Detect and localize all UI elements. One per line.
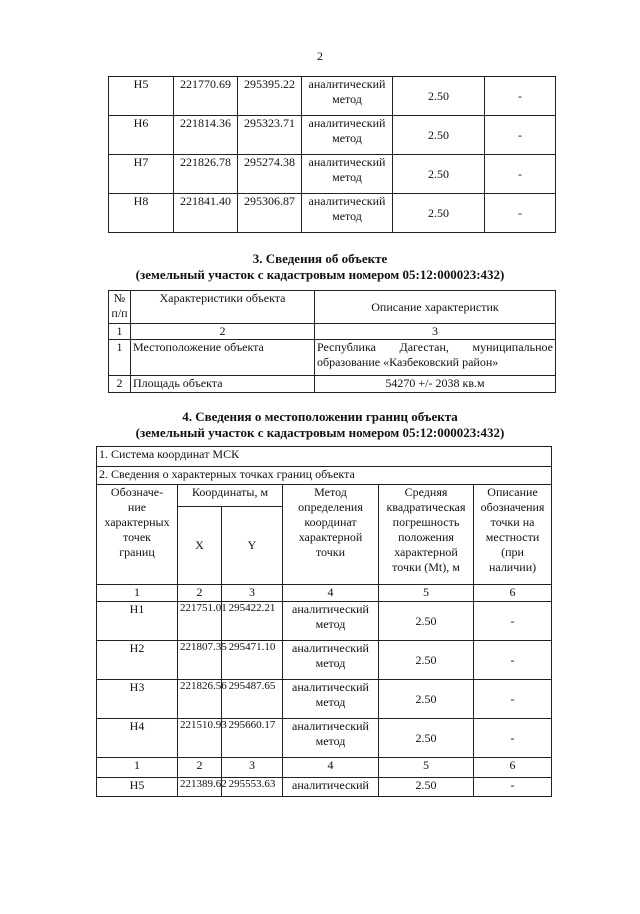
numbering-cell: 2	[131, 324, 315, 340]
point-x: 221807.35	[178, 641, 222, 680]
point-y: 295395.22	[238, 77, 302, 116]
numbering-cell: 1	[109, 324, 131, 340]
col-characteristics-header: Характеристики объекта	[131, 291, 315, 324]
point-error: 2.50	[379, 778, 474, 797]
point-id: Н7	[109, 155, 174, 194]
section4-title: 4. Сведения о местоположении границ объекта	[182, 409, 458, 424]
point-id: Н2	[97, 641, 178, 680]
point-y: 295274.38	[238, 155, 302, 194]
table-row	[97, 680, 552, 719]
point-x: 221751.01	[178, 602, 222, 641]
table-row	[97, 778, 552, 797]
point-method: аналитический метод	[283, 602, 379, 641]
point-id: Н3	[97, 680, 178, 719]
point-description: -	[485, 77, 556, 116]
point-method: аналитический метод	[283, 719, 379, 758]
point-method: аналитический метод	[302, 155, 393, 194]
point-y: 295553.63	[222, 778, 283, 797]
point-x: 221814.36	[174, 116, 238, 155]
point-x: 221841.40	[174, 194, 238, 233]
numbering-row	[97, 585, 552, 602]
description-header: Описание обозначения точки на местности (при наличии)	[474, 485, 552, 585]
characteristic-area: Площадь объекта	[131, 376, 315, 393]
point-error: 2.50	[393, 116, 485, 155]
point-error: 2.50	[393, 155, 485, 194]
point-id: Н1	[97, 602, 178, 641]
row-number: 1	[109, 340, 131, 376]
page-number: 2	[317, 49, 323, 63]
table-row	[109, 116, 556, 155]
point-y: 295323.71	[238, 116, 302, 155]
point-y: 295471.10	[222, 641, 283, 680]
point-x: 221510.93	[178, 719, 222, 758]
point-id: Н4	[97, 719, 178, 758]
point-method: аналитический метод	[302, 116, 393, 155]
y-header: Y	[222, 507, 283, 585]
table-row	[97, 719, 552, 758]
method-header: Метод определения координат характерной точки	[283, 485, 379, 585]
point-method: аналитический метод	[283, 680, 379, 719]
point-description: -	[474, 719, 552, 758]
point-method: аналитический метод	[302, 77, 393, 116]
numbering-cell: 6	[474, 585, 552, 602]
point-method: аналитический метод	[302, 194, 393, 233]
x-header: X	[178, 507, 222, 585]
point-error: 2.50	[379, 719, 474, 758]
top-coordinates-table	[108, 76, 556, 233]
point-description: -	[485, 194, 556, 233]
table-row	[97, 641, 552, 680]
numbering-cell: 3	[315, 324, 556, 340]
point-method: аналитический	[283, 778, 379, 797]
numbering-cell: 5	[379, 585, 474, 602]
point-description: -	[485, 116, 556, 155]
point-error: 2.50	[379, 680, 474, 719]
point-error: 2.50	[393, 194, 485, 233]
point-x: 221826.78	[174, 155, 238, 194]
numbering-row	[97, 758, 552, 778]
point-id: Н6	[109, 116, 174, 155]
point-x: 221770.69	[174, 77, 238, 116]
point-error: 2.50	[379, 641, 474, 680]
numbering-cell: 4	[283, 585, 379, 602]
point-id: Н5	[109, 77, 174, 116]
boundary-points-row: 2. Сведения о характерных точках границ объекта	[97, 467, 552, 485]
point-y: 295487.65	[222, 680, 283, 719]
point-error: 2.50	[393, 77, 485, 116]
section4-subtitle: (земельный участок с кадастровым номером 05:12:000023:432)	[135, 425, 505, 440]
numbering-cell: 2	[178, 758, 222, 778]
description-location: Республика Дагестан, муниципальное образование «Казбековский район»	[315, 340, 556, 376]
point-description: -	[485, 155, 556, 194]
point-description: -	[474, 680, 552, 719]
error-header: Средняя квадратическая погрешность положения характерной точки (Mt), м	[379, 485, 474, 585]
numbering-cell: 6	[474, 758, 552, 778]
table-row	[109, 155, 556, 194]
point-method: аналитический метод	[283, 641, 379, 680]
point-description: -	[474, 602, 552, 641]
col-description-header: Описание характеристик	[315, 291, 556, 324]
description-area: 54270 +/- 2038 кв.м	[315, 376, 556, 393]
numbering-cell: 2	[178, 585, 222, 602]
numbering-cell: 1	[97, 758, 178, 778]
point-designation-header: Обозначе- ние характерных точек границ	[97, 485, 178, 585]
table-row	[109, 194, 556, 233]
numbering-cell: 1	[97, 585, 178, 602]
point-x: 221826.56	[178, 680, 222, 719]
numbering-cell: 3	[222, 758, 283, 778]
table-row	[109, 77, 556, 116]
object-info-table	[108, 290, 556, 393]
row-number: 2	[109, 376, 131, 393]
boundary-points-table	[96, 446, 552, 797]
point-id: Н5	[97, 778, 178, 797]
numbering-cell: 4	[283, 758, 379, 778]
col-number-header: № п/п	[109, 291, 131, 324]
coordinates-header: Координаты, м	[178, 485, 283, 507]
characteristic-location: Местоположение объекта	[131, 340, 315, 376]
numbering-cell: 5	[379, 758, 474, 778]
point-description: -	[474, 778, 552, 797]
section3-subtitle: (земельный участок с кадастровым номером 05:12:000023:432)	[135, 267, 505, 282]
point-id: Н8	[109, 194, 174, 233]
numbering-cell: 3	[222, 585, 283, 602]
coordinate-system-row: 1. Система координат МСК	[97, 447, 552, 467]
point-y: 295306.87	[238, 194, 302, 233]
point-error: 2.50	[379, 602, 474, 641]
point-description: -	[474, 641, 552, 680]
point-y: 295660.17	[222, 719, 283, 758]
point-x: 221389.62	[178, 778, 222, 797]
point-y: 295422.21	[222, 602, 283, 641]
table-row	[97, 602, 552, 641]
section3-title: 3. Сведения об объекте	[252, 251, 388, 266]
